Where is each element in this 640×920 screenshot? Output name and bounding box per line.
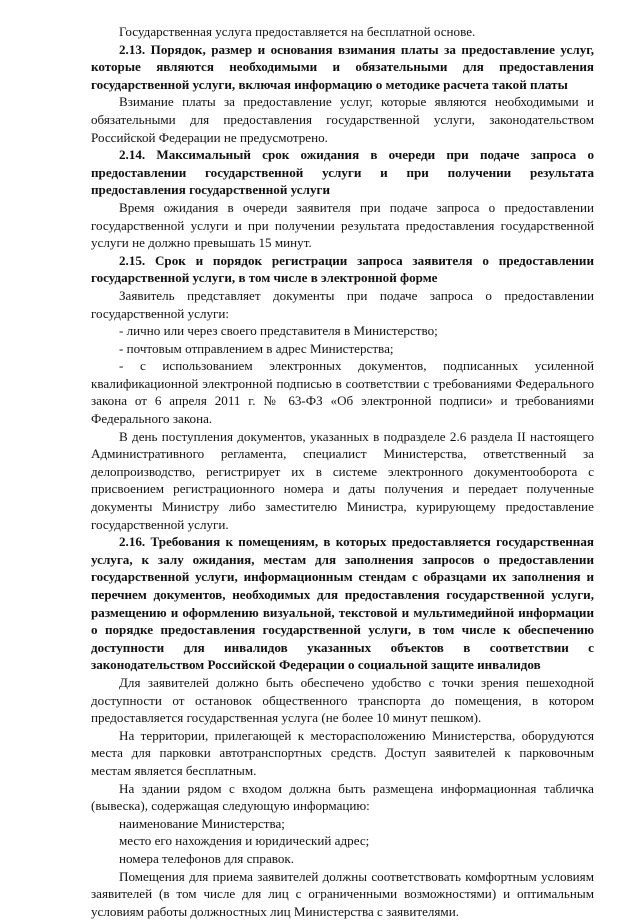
list-item-by-mail: - почтовым отправлением в адрес Министерства; xyxy=(91,340,594,358)
list-item-electronic: - с использованием электронных документов, подписанных усиленной квалификационной электронной подписью в соответствии с требованиями Федерального закона от 6 апреля 2011 г. № 63-ФЗ «Об электронной подписи» и требованиями Федерального закона. xyxy=(91,357,594,427)
heading-2-14: 2.14. Максимальный срок ожидания в очереди при подаче запроса о предоставлении государственной услуги и при получении результата предоставления государственной услуги xyxy=(91,146,594,199)
paragraph-premises: Помещения для приема заявителей должны соответствовать комфортным условиям заявителей (в том числе для лиц с ограниченными возможностями) и оптимальным условиям работы должностных лиц Министерства с заявителями. xyxy=(91,868,594,920)
list-item-address: место его нахождения и юридический адрес; xyxy=(91,832,594,850)
heading-2-15: 2.15. Срок и порядок регистрации запроса заявителя о предоставлении государственной услуги, в том числе в электронной форме xyxy=(91,252,594,287)
paragraph-registration: В день поступления документов, указанных в подразделе 2.6 раздела II настоящего Административного регламента, специалист Министерства, ответственный за делопроизводство, регистрирует их в системе электронного документооборота с присвоением регистрационного номера и даты получения и передает полученные документы Министру либо заместителю Министра, курирующему предоставление государственной услуги. xyxy=(91,428,594,534)
paragraph-pedestrian-access: Для заявителей должно быть обеспечено удобство с точки зрения пешеходной доступности от остановок общественного транспорта до помещения, в котором предоставляется государственная услуга (не более 10 минут пешком). xyxy=(91,674,594,727)
heading-2-13: 2.13. Порядок, размер и основания взимания платы за предоставление услуг, которые являются необходимыми и обязательными для предоставления государственной услуги, включая информацию о методике расчета такой платы xyxy=(91,41,594,94)
list-item-phones: номера телефонов для справок. xyxy=(91,850,594,868)
heading-2-16: 2.16. Требования к помещениям, в которых предоставляется государственная услуга, к залу ожидания, местам для заполнения запросов о предоставлении государственной услуги, информационным стендам с образцами их заполнения и перечнем документов, необходимых для предоставления государственной услуги, размещению и оформлению визуальной, текстовой и мультимедийной информации о порядке предоставления государственной услуги, в том числе к обеспечению доступности для инвалидов указанных объектов в соответствии с законодательством Российской Федерации о социальной защите инвалидов xyxy=(91,533,594,674)
paragraph-signboard: На здании рядом с входом должна быть размещена информационная табличка (вывеска), содержащая следующую информацию: xyxy=(91,780,594,815)
paragraph-submission-methods: Заявитель представляет документы при подаче запроса о предоставлении государственной услуги: xyxy=(91,287,594,322)
list-item-ministry-name: наименование Министерства; xyxy=(91,815,594,833)
paragraph-waiting-time: Время ожидания в очереди заявителя при подаче запроса о предоставлении государственной услуги и при получении результата предоставления государственной услуги не должно превышать 15 минут. xyxy=(91,199,594,252)
paragraph-free-service: Государственная услуга предоставляется на бесплатной основе. xyxy=(91,23,594,41)
paragraph-parking: На территории, прилегающей к месторасположению Министерства, оборудуются места для парковки автотранспортных средств. Доступ заявителей к парковочным местам является бесплатным. xyxy=(91,727,594,780)
list-item-in-person: - лично или через своего представителя в Министерство; xyxy=(91,322,594,340)
paragraph-fee-not-provided: Взимание платы за предоставление услуг, которые являются необходимыми и обязательными для предоставления государственной услуги, законодательством Российской Федерации не предусмотрено. xyxy=(91,93,594,146)
